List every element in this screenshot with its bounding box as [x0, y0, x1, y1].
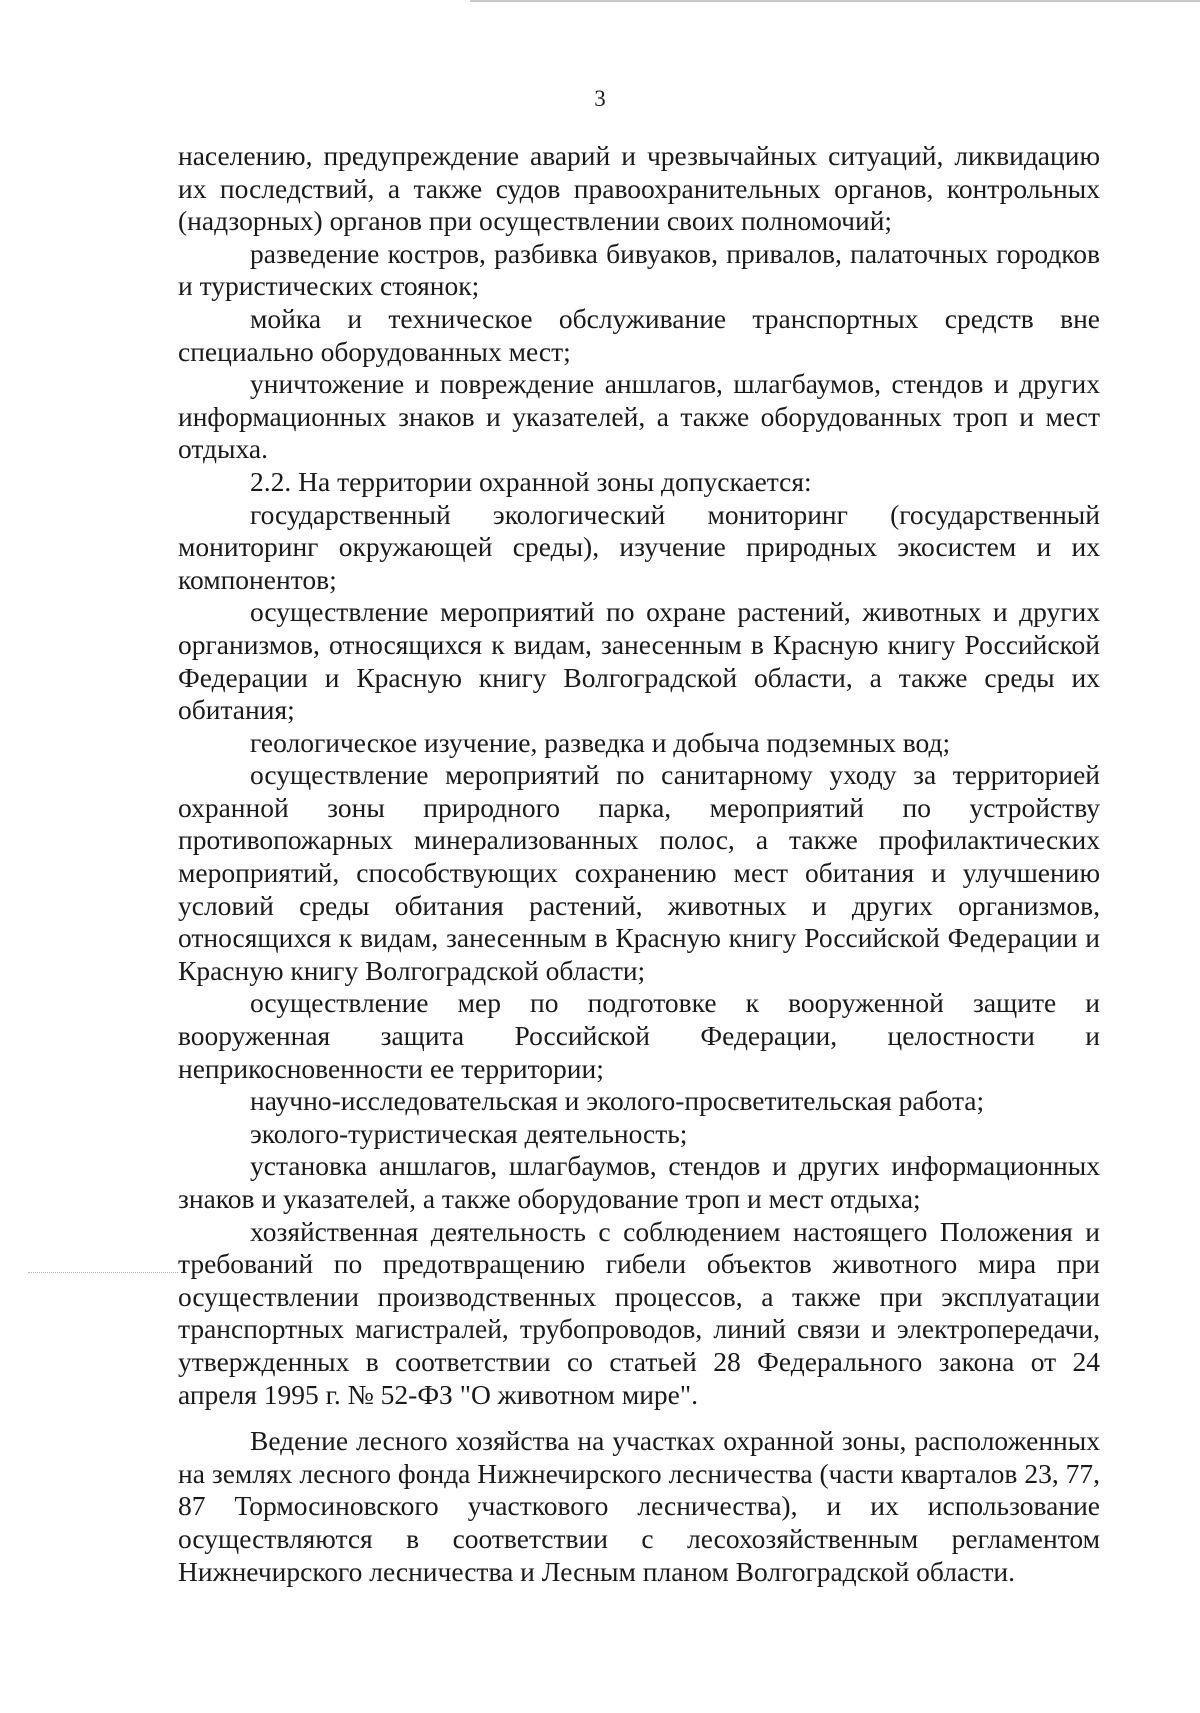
- paragraph-3: мойка и техническое обслуживание транспортных средств вне специально оборудованных мест;: [178, 302, 1100, 367]
- paragraph-15: Ведение лесного хозяйства на участках охранной зоны, расположенных на землях лесного фонда Нижнечирского лесничества (части кварталов 23, 77, 87 Тормосиновского участкового лесничества), и их использование осуществляются в соответствии с лесохозяйственным регламентом Нижнечирского лесничества и Лесным планом Волгоградской области.: [178, 1425, 1100, 1587]
- scan-edge-line: [470, 0, 1200, 2]
- paragraph-9: осуществление мероприятий по санитарному уходу за территорией охранной зоны природного парка, мероприятий по устройству противопожарных минерализованных полос, а также профилактических мероприятий, способствующих сохранению мест обитания и улучшению условий среды обитания растений, животных и других организмов, относящихся к видам, занесенным в Красную книгу Российской Федерации и Красную книгу Волгоградской области;: [178, 759, 1100, 986]
- margin-mark: [28, 1272, 178, 1273]
- paragraph-12: эколого-туристическая деятельность;: [250, 1117, 688, 1149]
- paragraph-1: населению, предупреждение аварий и чрезвычайных ситуаций, ликвидацию их последствий, а также судов правоохранительных органов, контрольных (надзорных) органов при осуществлении своих полномочий;: [178, 140, 1100, 237]
- section-2-2-heading: 2.2. На территории охранной зоны допускается:: [250, 465, 812, 497]
- paragraph-8: геологическое изучение, разведка и добыча подземных вод;: [250, 726, 951, 758]
- document-body: [178, 140, 1100, 1588]
- paragraph-11: научно-исследовательская и эколого-просветительская работа;: [250, 1085, 985, 1117]
- paragraph-6: государственный экологический мониторинг (государственный мониторинг окружающей среды), изучение природных экосистем и их компонентов;: [178, 498, 1100, 595]
- paragraph-14: хозяйственная деятельность с соблюдением настоящего Положения и требований по предотвращению гибели объектов животного мира при осуществлении производственных процессов, а также при эксплуатации транспортных магистралей, трубопроводов, линий связи и электропередачи, утвержденных в соответствии со статьей 28 Федерального закона от 24 апреля 1995 г. № 52-ФЗ "О животном мире".: [178, 1215, 1100, 1410]
- paragraph-10: осуществление мер по подготовке к вооруженной защите и вооруженная защита Российской Федерации, целостности и неприкосновенности ее территории;: [178, 987, 1100, 1084]
- paragraph-7: осуществление мероприятий по охране растений, животных и других организмов, относящихся к видам, занесенным в Красную книгу Российской Федерации и Красную книгу Волгоградской области, а также среды их обитания;: [178, 596, 1100, 726]
- page-number: 3: [594, 86, 606, 111]
- paragraph-13: установка аншлагов, шлагбаумов, стендов и других информационных знаков и указателей, а также оборудование троп и мест отдыха;: [178, 1150, 1100, 1214]
- paragraph-2: разведение костров, разбивка бивуаков, привалов, палаточных городков и туристических стоянок;: [178, 237, 1100, 302]
- paragraph-4: уничтожение и повреждение аншлагов, шлагбаумов, стендов и других информационных знаков и указателей, а также оборудованных троп и мест отдыха.: [178, 368, 1100, 465]
